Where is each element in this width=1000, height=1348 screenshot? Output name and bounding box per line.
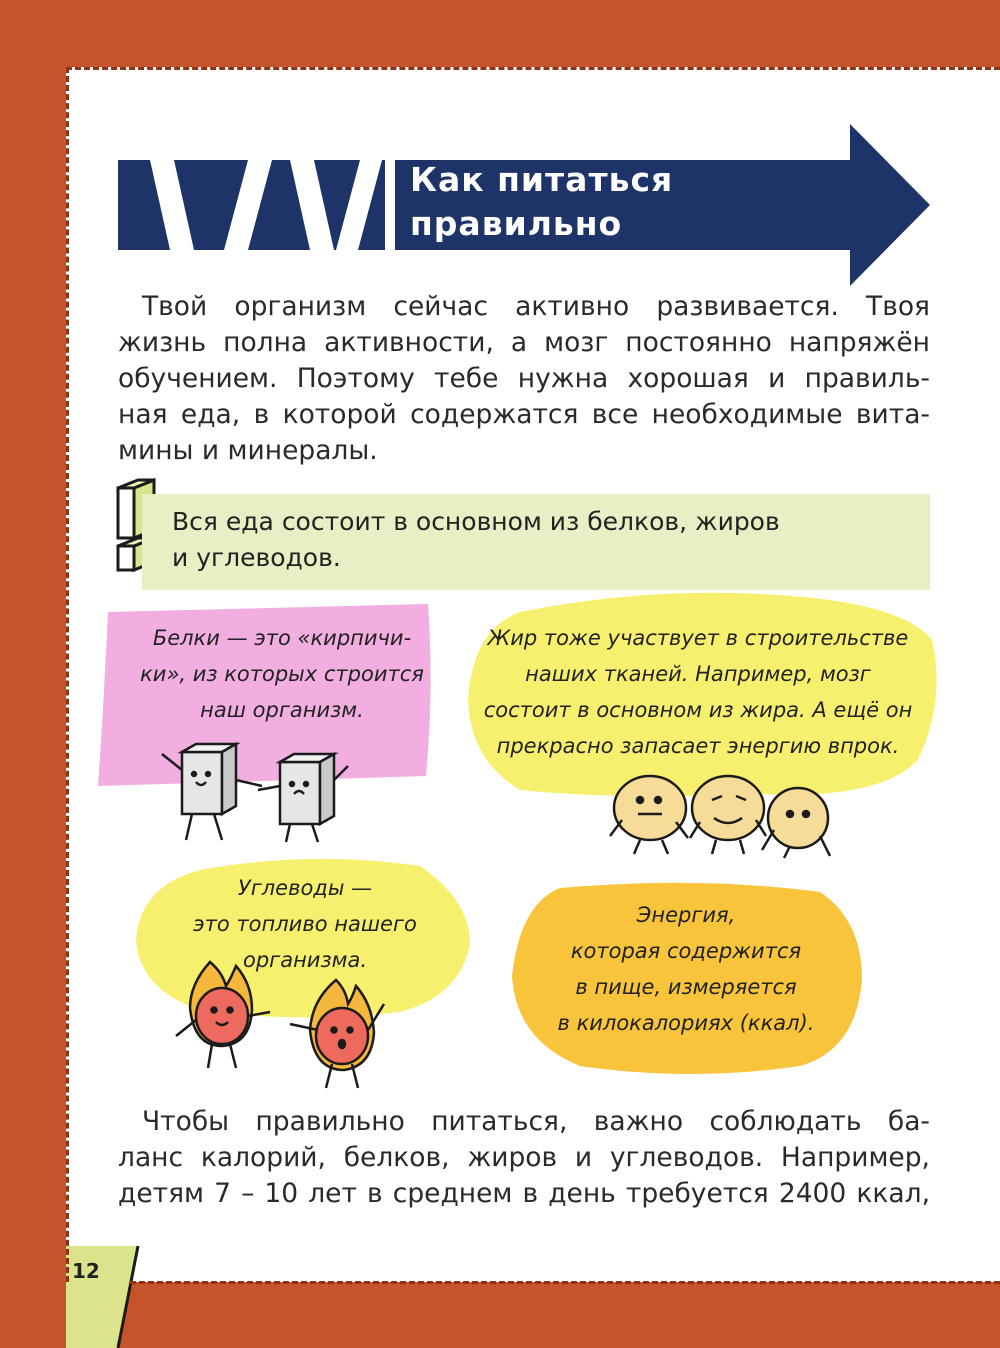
closing-paragraph <box>118 1104 930 1212</box>
page-title-line: Как питаться <box>410 160 674 199</box>
fat-blob-characters <box>610 776 830 858</box>
closing-line: Чтобы правильно питаться, важно соблюдать ба- <box>142 1106 930 1137</box>
closing-line: детям 7 – 10 лет в среднем в день требуется 2400 ккал, <box>118 1178 930 1209</box>
energy-text <box>536 897 836 1041</box>
proteins-text <box>112 620 452 728</box>
closing-line: ланс калорий, белков, жиров и углеводов. Например, <box>118 1142 930 1173</box>
page-border-top <box>66 67 1000 70</box>
note-text <box>172 504 912 576</box>
note-line: и углеводов. <box>172 543 341 572</box>
page-border-left <box>66 67 69 1282</box>
energy-line: в килокалориях (ккал). <box>557 1011 815 1035</box>
energy-line: которая содержится <box>570 939 802 963</box>
intro-line: жизнь полна активности, а мозг постоянно напряжён <box>118 327 930 358</box>
proteins-line: ки», из которых строится <box>140 662 424 686</box>
page-number: 12 <box>72 1259 100 1283</box>
carbs-line: организма. <box>242 948 367 972</box>
carbs-text <box>170 870 440 978</box>
fats-line: состоит в основном из жира. А ещё он <box>483 698 913 722</box>
fats-line: прекрасно запасает энергию впрок. <box>496 734 900 758</box>
energy-line: в пище, измеряется <box>575 975 797 999</box>
fats-text <box>476 620 920 764</box>
page-border-bottom <box>130 1281 1000 1284</box>
intro-line: мины и минералы. <box>118 435 378 466</box>
fats-line: наших тканей. Например, мозг <box>525 662 871 686</box>
carbs-line: это топливо нашего <box>193 912 417 936</box>
carbs-line: Углеводы — <box>237 876 373 900</box>
intro-line: ная еда, в которой содержатся все необходимые вита- <box>118 399 930 430</box>
page-title <box>410 158 850 246</box>
intro-paragraph <box>118 289 930 469</box>
intro-line: Твой организм сейчас активно развивается. Твоя <box>142 291 930 322</box>
page-title-line: правильно <box>410 204 623 243</box>
note-line: Вся еда состоит в основном из белков, жиров <box>172 507 780 536</box>
intro-line: обучением. Поэтому тебе нужна хорошая и правиль- <box>118 363 930 394</box>
fats-line: Жир тоже участвует в строительстве <box>487 626 909 650</box>
energy-line: Энергия, <box>636 903 736 927</box>
proteins-line: Белки — это «кирпичи- <box>152 626 412 650</box>
proteins-line: наш организм. <box>200 698 364 722</box>
